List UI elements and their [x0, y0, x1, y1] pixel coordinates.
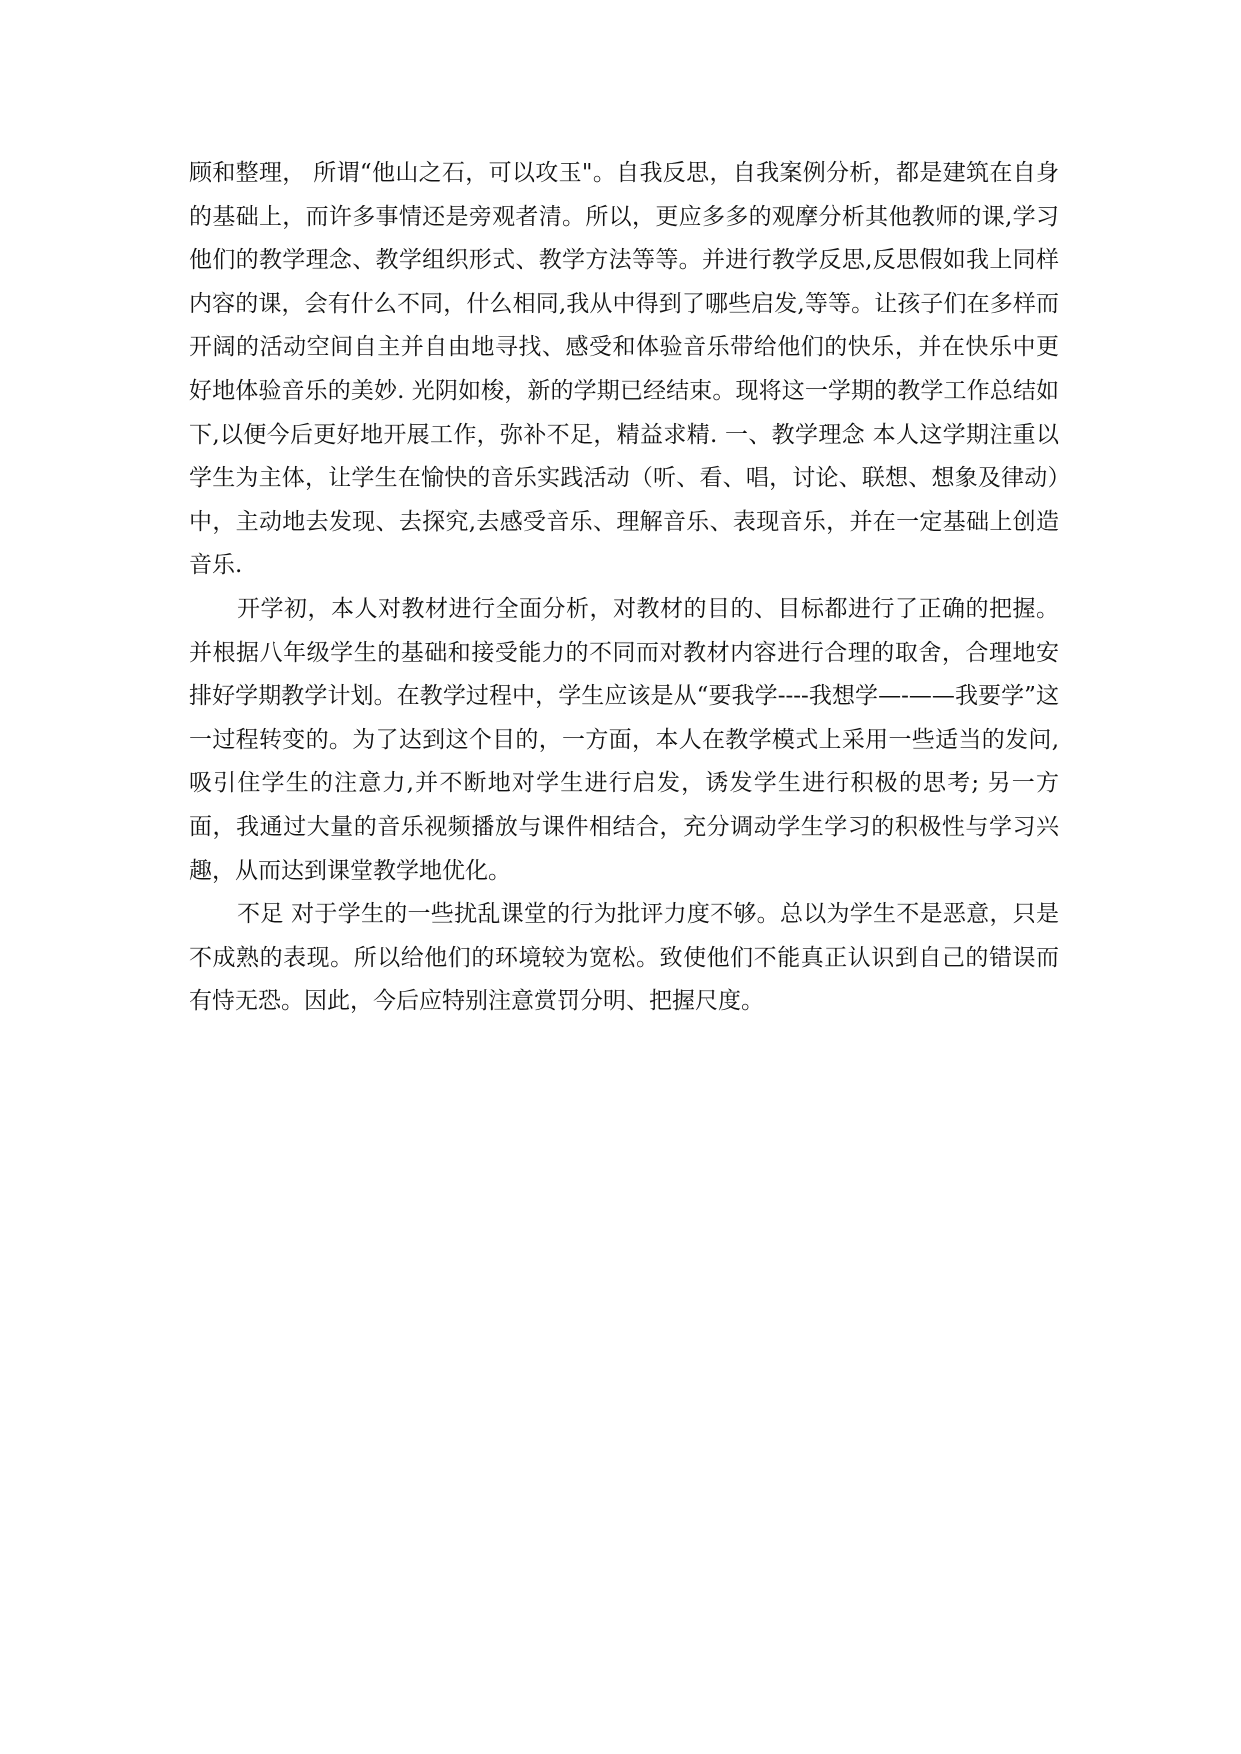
document-body	[189, 152, 1059, 1024]
paragraph-3: 不足 对于学生的一些扰乱课堂的行为批评力度不够。总以为学生不是恶意，只是不成熟的表现。所以给他们的环境较为宽松。致使他们不能真正认识到自己的错误而有恃无恐。因此，今后应特别注意赏罚分明、把握尺度。	[189, 901, 1059, 1015]
paragraph-1: 顾和整理， 所谓“他山之石，可以攻玉"。自我反思，自我案例分析，都是建筑在自身的基础上，而许多事情还是旁观者清。所以，更应多多的观摩分析其他教师的课,学习他们的教学理念、教学组织形式、教学方法等等。并进行教学反思,反思假如我上同样内容的课，会有什么不同，什么相同,我从中得到了哪些启发,等等。让孩子们在多样而开阔的活动空间自主并自由地寻找、感受和体验音乐带给他们的快乐，并在快乐中更好地体验音乐的美妙. 光阴如梭，新的学期已经结束。现将这一学期的教学工作总结如下,以便今后更好地开展工作，弥补不足，精益求精. 一、教学理念 本人这学期注重以学生为主体，让学生在愉快的音乐实践活动（听、看、唱，讨论、联想、想象及律动）中，主动地去发现、去探究,去感受音乐、理解音乐、表现音乐，并在一定基础上创造音乐.	[189, 160, 1059, 579]
paragraph-2: 开学初，本人对教材进行全面分析，对教材的目的、目标都进行了正确的把握。并根据八年级学生的基础和接受能力的不同而对教材内容进行合理的取舍，合理地安排好学期教学计划。在教学过程中，学生应该是从“要我学----我想学—-——我要学”这一过程转变的。为了达到这个目的，一方面，本人在教学模式上采用一些适当的发问,吸引住学生的注意力,并不断地对学生进行启发，诱发学生进行积极的思考; 另一方面，我通过大量的音乐视频播放与课件相结合，充分调动学生学习的积极性与学习兴趣，从而达到课堂教学地优化。	[189, 595, 1059, 884]
